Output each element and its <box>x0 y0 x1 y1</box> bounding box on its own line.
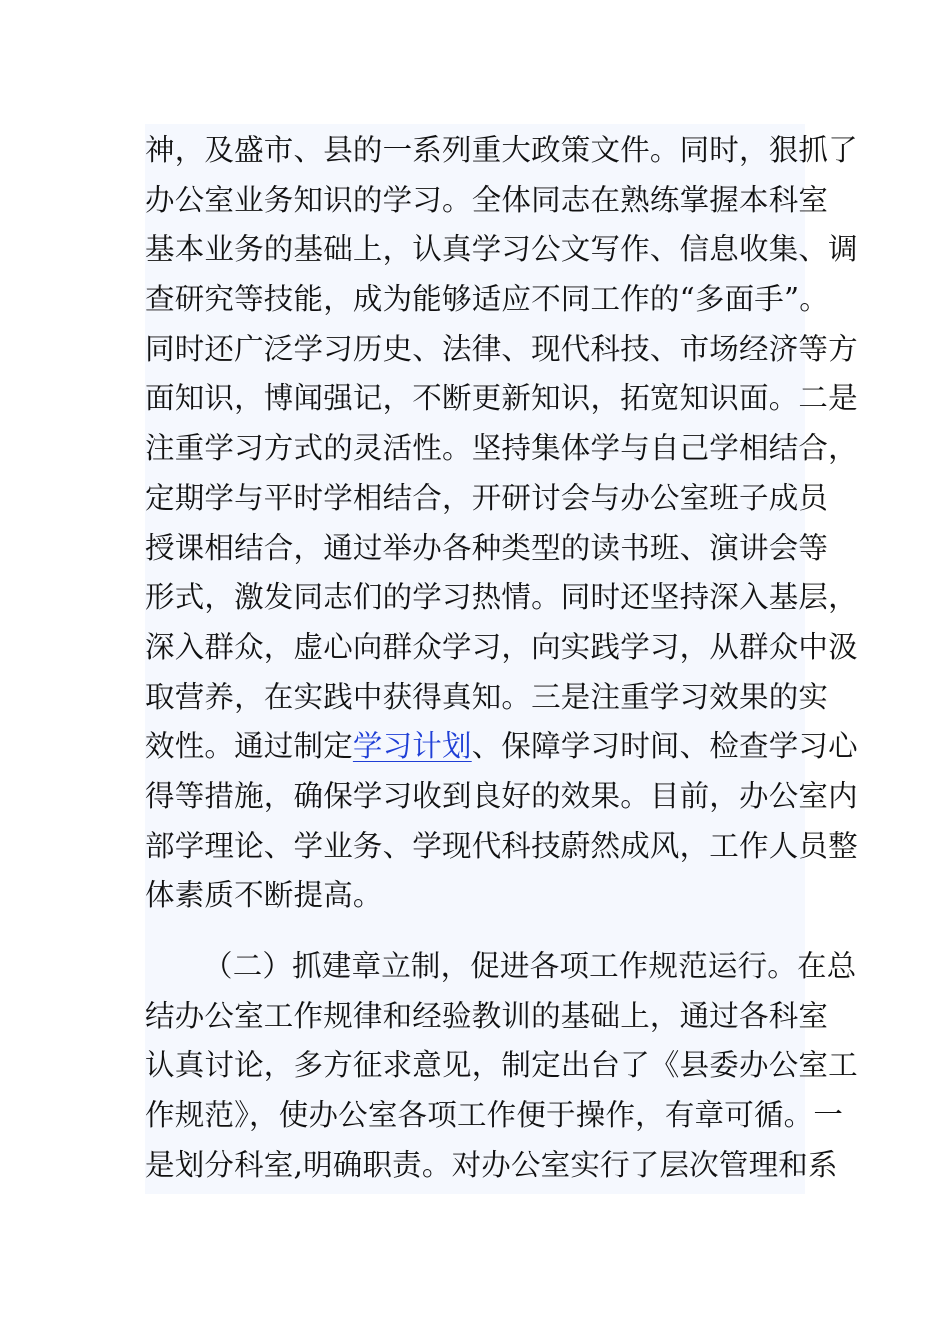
study-plan-link[interactable]: 学习计划 <box>352 729 472 764</box>
text-line: 部学理论、学业务、学现代科技蔚然成风，工作人员整 <box>145 828 858 863</box>
text-line: 体素质不断提高。 <box>145 878 383 913</box>
text-line: 注重学习方式的灵活性。坚持集体学与自己学相结合， <box>145 431 858 466</box>
text-line-with-link <box>145 722 858 772</box>
link-line-suffix: 、保障学习时间、检查学习心 <box>471 729 858 764</box>
text-line: 是划分科室,明确职责。对办公室实行了层次管理和系 <box>145 1147 838 1182</box>
text-line: 面知识，博闻强记，不断更新知识，拓宽知识面。二是 <box>145 381 858 416</box>
text-line: （二）抓建章立制，促进各项工作规范运行。在总 <box>203 949 857 983</box>
body-paragraph-2 <box>145 920 858 1194</box>
body-paragraph-1 <box>145 124 858 920</box>
link-line-prefix: 效性。通过制定 <box>145 729 353 764</box>
text-line: 定期学与平时学相结合，开研讨会与办公室班子成员 <box>145 480 829 515</box>
text-line: 办公室业务知识的学习。全体同志在熟练掌握本科室 <box>145 182 829 217</box>
text-line: 同时还广泛学习历史、法律、现代科技、市场经济等方 <box>145 331 858 366</box>
text-line: 结办公室工作规律和经验教训的基础上，通过各科室 <box>145 998 829 1033</box>
text-line: 取营养，在实践中获得真知。三是注重学习效果的实 <box>145 679 829 714</box>
text-line: 深入群众，虚心向群众学习，向实践学习，从群众中汲 <box>145 629 858 664</box>
text-line: 认真讨论，多方征求意见，制定出台了《县委办公室工 <box>145 1048 858 1083</box>
text-line: 授课相结合，通过举办各种类型的读书班、演讲会等 <box>145 530 829 565</box>
text-line: 得等措施，确保学习收到良好的效果。目前，办公室内 <box>145 778 858 813</box>
text-line: 形式，激发同志们的学习热情。同时还坚持深入基层， <box>145 580 858 615</box>
text-line: 作规范》，使办公室各项工作便于操作，有章可循。一 <box>145 1098 844 1133</box>
text-line: 查研究等技能，成为能够适应不同工作的“多面手”。 <box>145 282 829 317</box>
text-line: 神，及盛市、县的一系列重大政策文件。同时，狠抓了 <box>145 133 858 167</box>
text-line: 基本业务的基础上，认真学习公文写作、信息收集、调 <box>145 232 858 267</box>
